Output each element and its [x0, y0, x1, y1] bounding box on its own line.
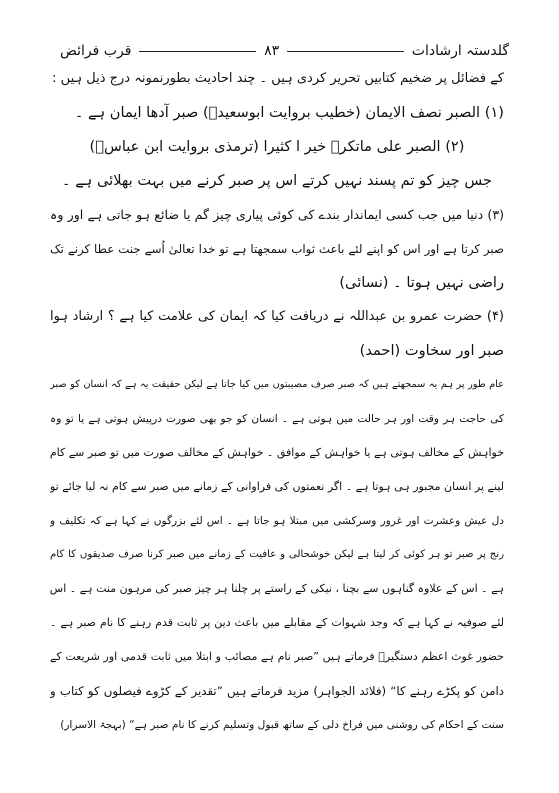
paragraph-line: لئے صوفیہ نے کہا ہے کہ وجد شہوات کے مقابلے میں باعث دین پر ثابت قدم رہنے کا نام صبر ہے ۔	[50, 616, 504, 629]
page-number: ۸۳	[264, 43, 280, 59]
header-chapter-title: قرب فرائض	[59, 43, 132, 59]
hadith-line: (۴) حضرت عمرو بن عبداللہ نے دریافت کیا کہ ایمان کی علامت کیا ہے ؟ ارشاد ہوا	[50, 309, 504, 324]
header-rule-right	[287, 51, 404, 52]
page-body	[50, 68, 504, 748]
header-book-title: گلدستہ ارشادات	[411, 43, 509, 59]
paragraph-line: کی حاجت ہر وقت اور ہر حالت میں ہوتی ہے ۔ انسان کو جو بھی صورت درپیش ہوتی ہے یا تو وہ	[50, 413, 504, 425]
text-line: راضی نہیں ہوتا ۔ (نسائی)	[339, 274, 504, 291]
paragraph-line: رنج پر صبر تو ہر کوئی کر لیتا ہے لیکن خوشحالی و عافیت کے زمانے میں صبر کرنا صرف صدیقوں کا کام	[50, 549, 504, 560]
paragraph-line: حضور غوث اعظم دستگیرؒ فرماتے ہیں ”صبر نام ہے مصائب و ابتلا میں ثابت قدمی اور شریعت کے	[50, 650, 504, 663]
hadith-line: (۳) دنیا میں جب کسی ایماندار بندے کی کوئی پیاری چیز گم یا ضائع ہو جاتی ہے اور وہ	[50, 207, 504, 222]
paragraph-line: سنت کے احکام کی روشنی میں فراخ دلی کے ساتھ قبول وتسلیم کرنے کا نام صبر ہے“ (بہجۃ الاسرار)	[60, 719, 504, 731]
hadith-translation: جس چیز کو تم پسند نہیں کرتے اس پر صبر کرنے میں بہت بھلائی ہے ۔	[62, 172, 492, 189]
paragraph-line: خواہش کے مخالف ہوتی ہے یا خواہش کے موافق ۔ خواہش کے مخالف صورت میں تو صبر سے کام	[50, 446, 504, 459]
paragraph-line: لینے پر انسان مجبور ہی ہوتا ہے ۔ اگر نعمتوں کی فراوانی کے زمانے میں صبر سے کام نہ لیا جائے تو	[50, 480, 504, 493]
text-line: صبر کرتا ہے اور اس کو اپنے لئے باعث ثواب سمجھتا ہے تو خدا تعالیٰ اُسے جنت عطا کرنے تک	[50, 242, 504, 256]
paragraph-line: دامن کو پکڑے رہنے کا“ (فلائد الجواہر) مزید فرماتے ہیں ”تقدیر کے کڑوے فیصلوں کو کتاب و	[50, 684, 504, 698]
text-line: صبر اور سخاوت (احمد)	[359, 342, 504, 359]
header-rule-left	[139, 51, 256, 52]
hadith-line: (۱) الصبر نصف الایمان (خطیب بروایت ابوسعیدؓ) صبر آدھا ایمان ہے ۔	[74, 104, 504, 121]
text-line: کے فضائل پر ضخیم کتابیں تحریر کردی ہیں ۔ چند احادیث بطورنمونہ درج ذیل ہیں :	[52, 71, 504, 86]
paragraph-line: دل عیش وعشرت اور غرور وسرکشی میں مبتلا ہو جاتا ہے ۔ اس لئے بزرگوں نے کہا ہے کہ تکلیف و	[50, 515, 504, 527]
page-header	[60, 40, 509, 62]
paragraph-line: ہے ۔ اس کے علاوہ گناہوں سے بچنا ، نیکی کے راستے پر چلنا ہر چیز صبر کی مرہون منت ہے ۔ اس	[50, 582, 504, 595]
paragraph-line: عام طور پر ہم یہ سمجھتے ہیں کہ صبر صرف مصیبتوں میں کیا جاتا ہے لیکن حقیقت یہ ہے کہ انسان کو صبر	[50, 379, 504, 390]
hadith-line: (۲) الصبر علی ماتکرہ خیر ا کثیرا (ترمذی بروایت ابن عباسؓ)	[89, 138, 465, 155]
